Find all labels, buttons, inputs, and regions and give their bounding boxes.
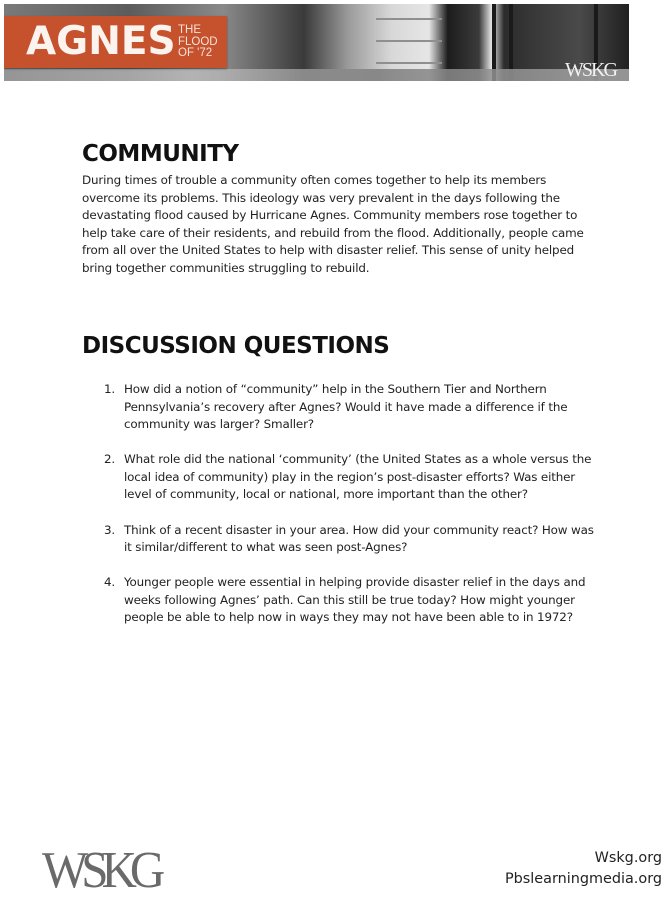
footer-links xyxy=(505,848,662,890)
question-number: 4. xyxy=(104,575,116,590)
question-text: What role did the national ‘community’ (the United States as a whole versus the local idea of community) play in the region’s post-disaster efforts? Was either level of community, local or national, more important than the other? xyxy=(124,452,592,502)
brand-subtitle-line: THE xyxy=(178,24,201,36)
community-body: During times of trouble a community often comes together to help its members overcome its problems. This ideology was very prevalent in the days following the devastating flood caused by Hurricane Agnes. Community members rose together to help take care of their residents, and rebuild from the flood. Additionally, people came from all over the United States to help with disaster relief. This sense of unity helped bring together communities struggling to rebuild. xyxy=(82,173,584,275)
discussion-heading: DISCUSSION QUESTIONS xyxy=(82,333,390,359)
question-number: 1. xyxy=(104,382,116,396)
discussion-question xyxy=(104,522,600,557)
banner-photo-detail xyxy=(4,69,629,81)
community-heading: COMMUNITY xyxy=(82,141,239,167)
discussion-question xyxy=(104,451,600,504)
community-section xyxy=(82,139,602,278)
header-wskg-logo: WSKG xyxy=(565,59,616,81)
discussion-question xyxy=(104,574,600,627)
agnes-title-box xyxy=(4,16,227,68)
banner-photo-detail xyxy=(376,62,442,64)
question-text: Think of a recent disaster in your area. How did your community react? How was it similar/different to what was seen post-Agnes? xyxy=(124,522,594,555)
banner-photo-detail xyxy=(376,40,442,42)
banner-photo-detail xyxy=(376,18,442,20)
footer-wskg-logo: WSKG xyxy=(42,840,159,898)
brand-title: AGNES xyxy=(26,19,176,64)
brand-subtitle-line: FLOOD xyxy=(178,35,218,48)
header-banner xyxy=(4,4,629,81)
brand-subtitle-line: OF '72 xyxy=(178,47,213,59)
question-text: Younger people were essential in helping provide disaster relief in the days and weeks following Agnes’ path. Can this still be true today? How might younger people be able to help now in ways they may not have been able to in 1972? xyxy=(124,575,586,625)
discussion-question xyxy=(104,381,600,434)
discussion-question-list xyxy=(104,381,600,645)
footer-link-pbslearningmedia[interactable]: Pbslearningmedia.org xyxy=(504,871,662,887)
brand-subtitle xyxy=(178,25,218,60)
question-number: 2. xyxy=(104,452,116,467)
footer-link-wskg[interactable]: Wskg.org xyxy=(594,850,662,866)
question-text: How did a notion of “community” help in the Southern Tier and Northern Pennsylvania’s recovery after Agnes? Would it have made a difference if the community was larger? Smaller? xyxy=(124,382,568,432)
question-number: 3. xyxy=(104,522,116,537)
